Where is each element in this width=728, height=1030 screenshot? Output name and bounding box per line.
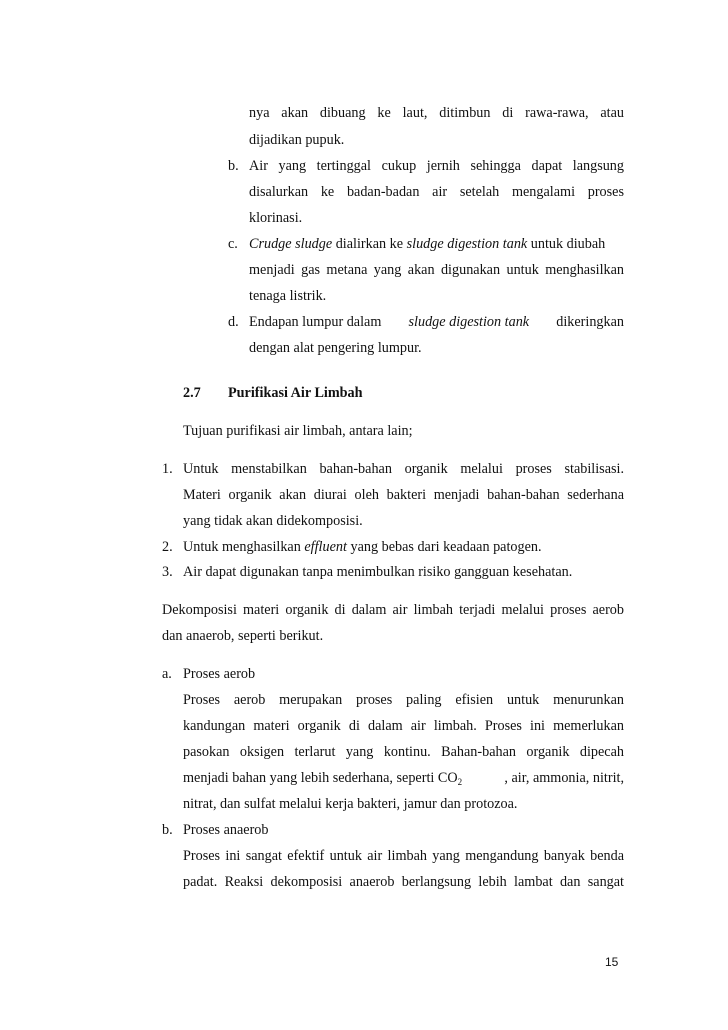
process-aerob-line-1: Proses aerob merupakan proses paling efisien untuk menurunkan (183, 692, 624, 708)
section-number: 2.7 (183, 385, 201, 401)
crudge-sludge-term: Crudge sludge (249, 236, 333, 252)
co2-subscript: 2 (457, 777, 463, 787)
decomposition-line-1: Dekomposisi materi organik di dalam air limbah terjadi melalui proses aerob (162, 602, 624, 618)
sludge-digestion-tank-term: sludge digestion tank (406, 236, 528, 252)
list-d-label: d. (228, 314, 239, 330)
list-c-line-2: menjadi gas metana yang akan digunakan untuk menghasilkan (249, 262, 624, 278)
section-intro: Tujuan purifikasi air limbah, antara lain; (183, 423, 413, 439)
goal-2-text: Untuk menghasilkan effluent yang bebas dari keadaan patogen. (183, 539, 542, 555)
decomposition-line-2: dan anaerob, seperti berikut. (162, 628, 324, 644)
goal-3-text: Air dapat digunakan tanpa menimbulkan risiko gangguan kesehatan. (183, 564, 573, 580)
sludge-digestion-tank-term: sludge digestion tank (408, 314, 530, 330)
process-anaerob-label: b. (162, 822, 173, 838)
process-anaerob-heading: Proses anaerob (183, 822, 269, 838)
list-d-line-2: dengan alat pengering lumpur. (249, 340, 422, 356)
list-b-label: b. (228, 158, 239, 174)
goal-1-line-2: Materi organik akan diurai oleh bakteri menjadi bahan-bahan sederhana (183, 487, 624, 503)
list-b-line-3: klorinasi. (249, 210, 303, 226)
list-b-line-1: Air yang tertinggal cukup jernih sehingga dapat langsung (249, 158, 624, 174)
goal-2-label: 2. (162, 539, 173, 555)
process-anaerob-line-2: padat. Reaksi dekomposisi anaerob berlangsung lebih lambat dan sangat (183, 874, 624, 890)
list-d-line-1: Endapan lumpur dalam sludge digestion tank dikeringkan (249, 314, 624, 330)
effluent-term: effluent (304, 539, 347, 555)
page-number: 15 (605, 955, 619, 969)
process-aerob-line-2: kandungan materi organik di dalam air limbah. Proses ini memerlukan (183, 718, 624, 734)
list-b-line-2: disalurkan ke badan-badan air setelah mengalami proses (249, 184, 624, 200)
list-c-line-3: tenaga listrik. (249, 288, 327, 304)
list-c-line-1: Crudge sludge dialirkan ke sludge digestion tank untuk diubah (249, 236, 606, 252)
process-aerob-line-3: pasokan oksigen terlarut yang kontinu. Bahan-bahan organik dipecah (183, 744, 624, 760)
list-a-continued-line-2: dijadikan pupuk. (249, 132, 345, 148)
goal-1-line-1: Untuk menstabilkan bahan-bahan organik melalui proses stabilisasi. (183, 461, 624, 477)
section-title: Purifikasi Air Limbah (228, 385, 363, 401)
goal-3-label: 3. (162, 564, 173, 580)
goal-1-label: 1. (162, 461, 173, 477)
process-anaerob-line-1: Proses ini sangat efektif untuk air limbah yang mengandung banyak benda (183, 848, 624, 864)
list-a-continued-line-1: nya akan dibuang ke laut, ditimbun di rawa-rawa, atau (249, 105, 624, 121)
goal-1-line-3: yang tidak akan didekomposisi. (183, 513, 363, 529)
process-aerob-heading: Proses aerob (183, 666, 256, 682)
process-aerob-label: a. (162, 666, 172, 682)
list-c-label: c. (228, 236, 238, 252)
process-aerob-line-5: nitrat, dan sulfat melalui kerja bakteri, jamur dan protozoa. (183, 796, 518, 812)
process-aerob-line-4: menjadi bahan yang lebih sederhana, seperti $CO_2$ , air, ammonia, nitrit, (183, 770, 624, 787)
